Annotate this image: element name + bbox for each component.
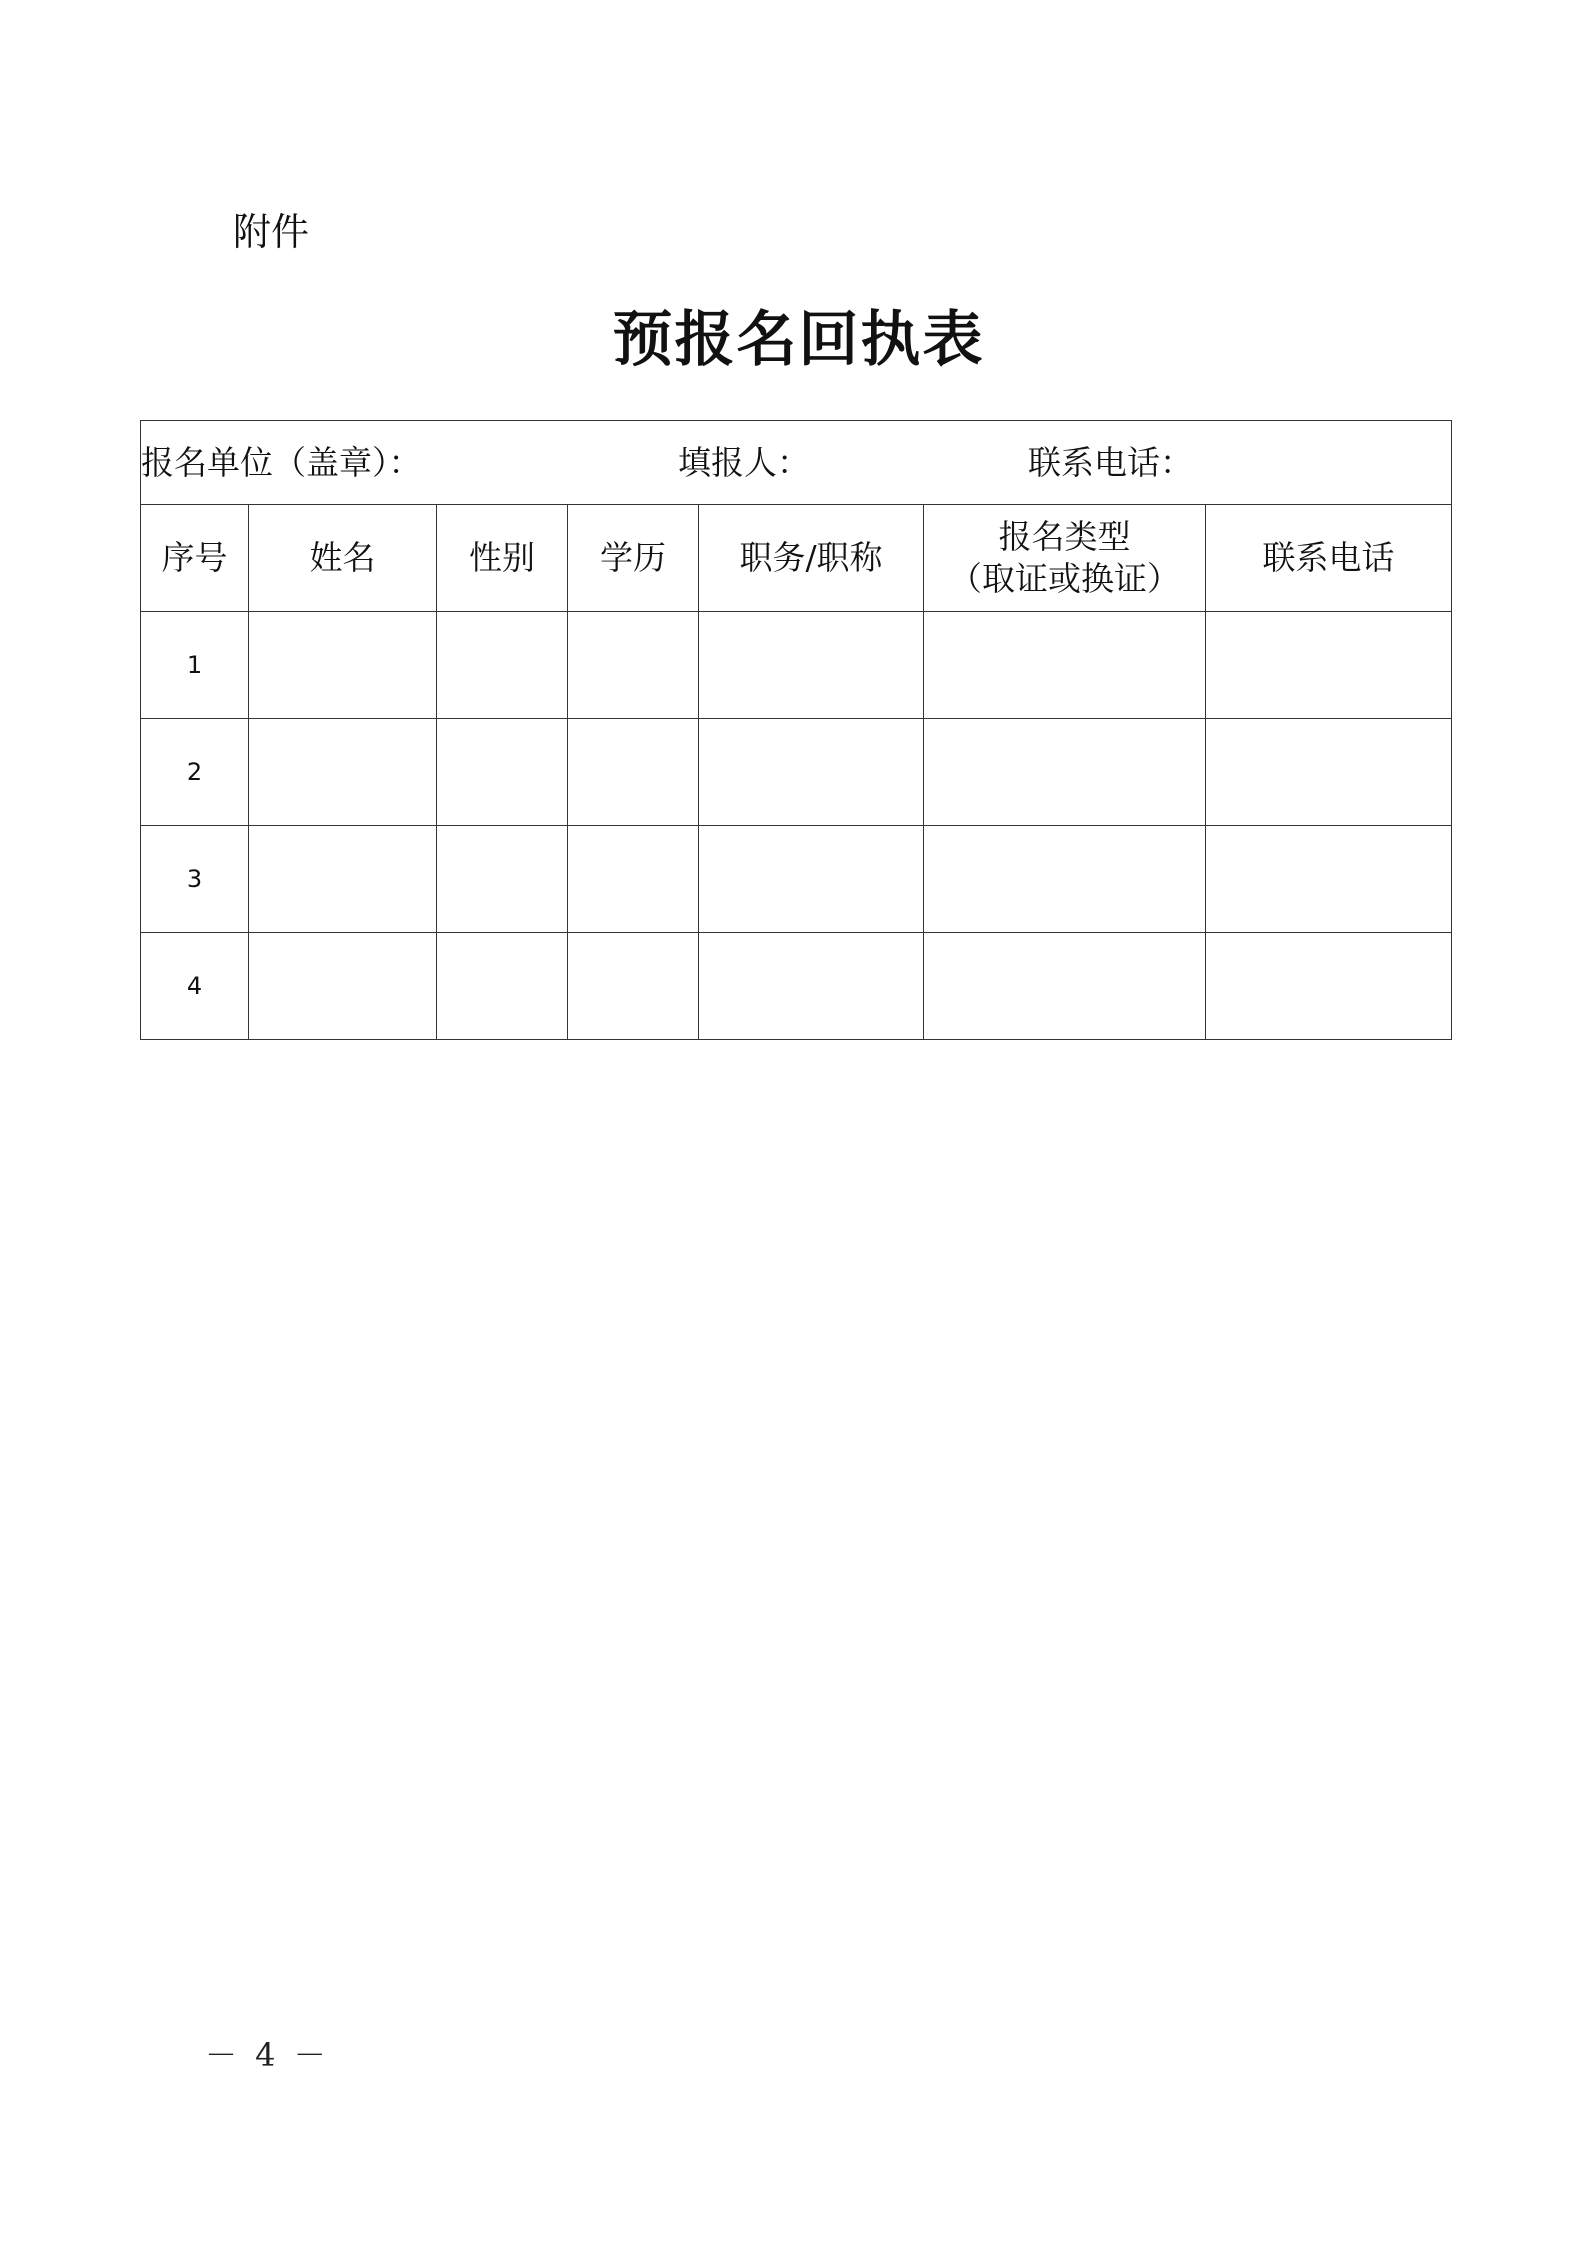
phone-cell[interactable] — [1206, 719, 1452, 826]
header-phone: 联系电话 — [1206, 505, 1452, 612]
row-index: 4 — [141, 933, 249, 1040]
education-cell[interactable] — [568, 719, 699, 826]
gender-cell[interactable] — [437, 719, 568, 826]
phone-cell[interactable] — [1206, 826, 1452, 933]
registration-type-cell[interactable] — [924, 933, 1206, 1040]
registration-type-cell[interactable] — [924, 612, 1206, 719]
page-title: 预报名回执表 — [612, 305, 985, 375]
table-row — [141, 933, 1452, 1040]
header-name: 姓名 — [249, 505, 437, 612]
header-registration-type-label: 报名类型 — [998, 517, 1131, 556]
phone-cell[interactable] — [1206, 612, 1452, 719]
info-row — [141, 421, 1452, 505]
name-cell[interactable] — [249, 826, 437, 933]
position-cell[interactable] — [699, 826, 924, 933]
row-index: 2 — [141, 719, 249, 826]
filler-label: 填报人： — [678, 443, 810, 482]
header-education: 学历 — [568, 505, 699, 612]
table-row — [141, 719, 1452, 826]
header-position: 职务/职称 — [699, 505, 924, 612]
table-row — [141, 612, 1452, 719]
phone-label: 联系电话： — [1028, 443, 1193, 482]
education-cell[interactable] — [568, 933, 699, 1040]
gender-cell[interactable] — [437, 933, 568, 1040]
education-cell[interactable] — [568, 826, 699, 933]
name-cell[interactable] — [249, 719, 437, 826]
registration-table — [140, 420, 1452, 1040]
row-index: 3 — [141, 826, 249, 933]
registration-type-cell[interactable] — [924, 719, 1206, 826]
registration-type-cell[interactable] — [924, 826, 1206, 933]
header-registration-type-note: （取证或换证） — [949, 559, 1180, 598]
header-index: 序号 — [141, 505, 249, 612]
info-cell[interactable] — [141, 421, 1452, 505]
name-cell[interactable] — [249, 933, 437, 1040]
table-row — [141, 826, 1452, 933]
header-registration-type — [924, 505, 1206, 612]
header-gender: 性别 — [437, 505, 568, 612]
attachment-label: 附件 — [233, 210, 310, 254]
name-cell[interactable] — [249, 612, 437, 719]
unit-label: 报名单位（盖章）： — [141, 443, 422, 482]
header-row — [141, 505, 1452, 612]
education-cell[interactable] — [568, 612, 699, 719]
position-cell[interactable] — [699, 719, 924, 826]
gender-cell[interactable] — [437, 612, 568, 719]
row-index: 1 — [141, 612, 249, 719]
position-cell[interactable] — [699, 612, 924, 719]
gender-cell[interactable] — [437, 826, 568, 933]
phone-cell[interactable] — [1206, 933, 1452, 1040]
page-number: － 4 － — [205, 2036, 330, 2074]
position-cell[interactable] — [699, 933, 924, 1040]
